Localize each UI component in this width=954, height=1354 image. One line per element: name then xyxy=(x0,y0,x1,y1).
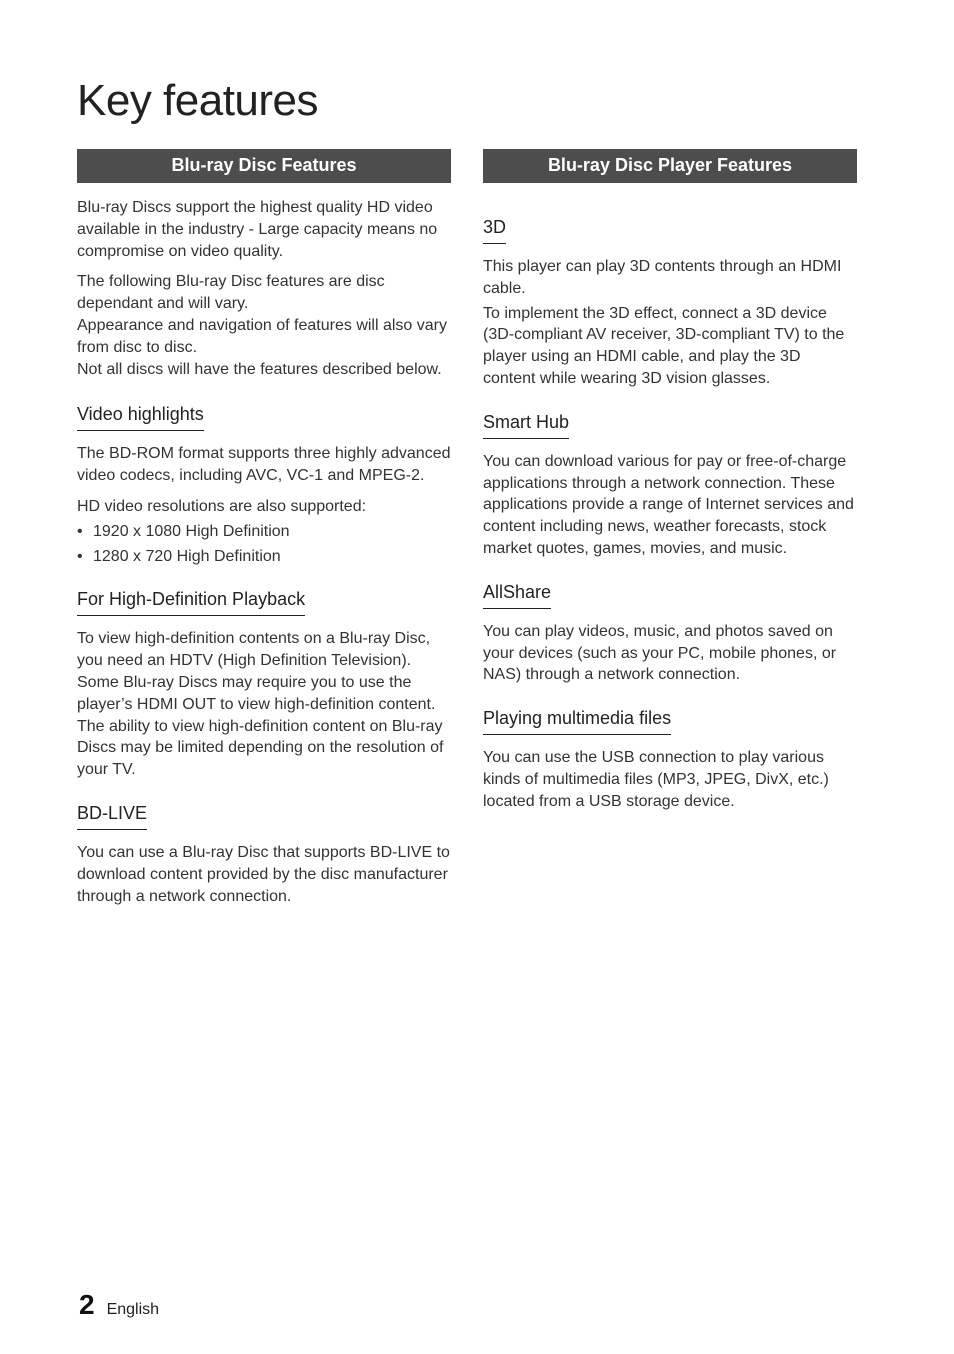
heading-playing-multimedia-files: Playing multimedia files xyxy=(483,706,671,735)
list-item: • 1280 x 720 High Definition xyxy=(77,546,451,568)
heading-smart-hub: Smart Hub xyxy=(483,410,569,439)
heading-allshare: AllShare xyxy=(483,580,551,609)
heading-bd-live: BD-LIVE xyxy=(77,801,147,830)
heading-hd-playback: For High-Definition Playback xyxy=(77,587,305,616)
heading-3d: 3D xyxy=(483,215,506,244)
bd-live-paragraph: You can use a Blu-ray Disc that supports BD-LIVE to download content provided by the disc manufacturer through a network connection. xyxy=(77,843,450,905)
intro-paragraph: Not all discs will have the features described below. xyxy=(77,360,442,378)
section-banner-player-features: Blu-ray Disc Player Features xyxy=(483,149,857,183)
video-highlights-paragraph: HD video resolutions are also supported: xyxy=(77,497,367,515)
multimedia-paragraph: You can use the USB connection to play various kinds of multimedia files (MP3, JPEG, DivX, etc.) located from a USB storage device. xyxy=(483,749,829,810)
heading-video-highlights: Video highlights xyxy=(77,402,204,431)
left-column xyxy=(77,149,451,916)
three-d-paragraph: To implement the 3D effect, connect a 3D device (3D-compliant AV receiver, 3D-compliant TV) to the player using an HDMI cable, and play the 3D content while wearing 3D vision glasses. xyxy=(483,304,845,387)
video-highlights-paragraph: The BD-ROM format supports three highly advanced video codecs, including AVC, VC-1 and MPEG-2. xyxy=(77,445,451,485)
smart-hub-paragraph: You can download various for pay or free-of-charge applications through a network connection. These applications provide a range of Internet services and content including news, weather forecasts, stock market quotes, games, movies, and music. xyxy=(483,452,854,557)
intro-paragraph: Appearance and navigation of features will also vary from disc to disc. xyxy=(77,316,447,356)
list-item: • 1920 x 1080 High Definition xyxy=(77,521,451,543)
intro-paragraph: Blu-ray Discs support the highest quality HD video available in the industry - Large capacity means no compromise on video quality. xyxy=(77,199,438,260)
page-number: 2 xyxy=(79,1289,95,1320)
intro-paragraph: The following Blu-ray Disc features are disc dependant and will vary. xyxy=(77,273,385,313)
right-column xyxy=(483,149,857,822)
three-d-paragraph: This player can play 3D contents through an HDMI cable. xyxy=(483,258,842,297)
page-language: English xyxy=(106,1301,160,1318)
section-banner-blu-ray-disc-features: Blu-ray Disc Features xyxy=(77,149,451,183)
hd-playback-paragraph: To view high-definition contents on a Blu-ray Disc, you need an HDTV (High Definition Television). Some Blu-ray Discs may require you to use the player’s HDMI OUT to view high-definition content. The ability to view high-definition content on Blu-ray Discs may be limited depending on the resolution of your TV. xyxy=(77,630,444,779)
resolution-list xyxy=(77,521,451,568)
allshare-paragraph: You can play videos, music, and photos saved on your devices (such as your PC, mobile phones, or NAS) through a network connection. xyxy=(483,622,837,684)
page-title: Key features xyxy=(77,76,319,125)
page-footer xyxy=(79,1289,159,1321)
